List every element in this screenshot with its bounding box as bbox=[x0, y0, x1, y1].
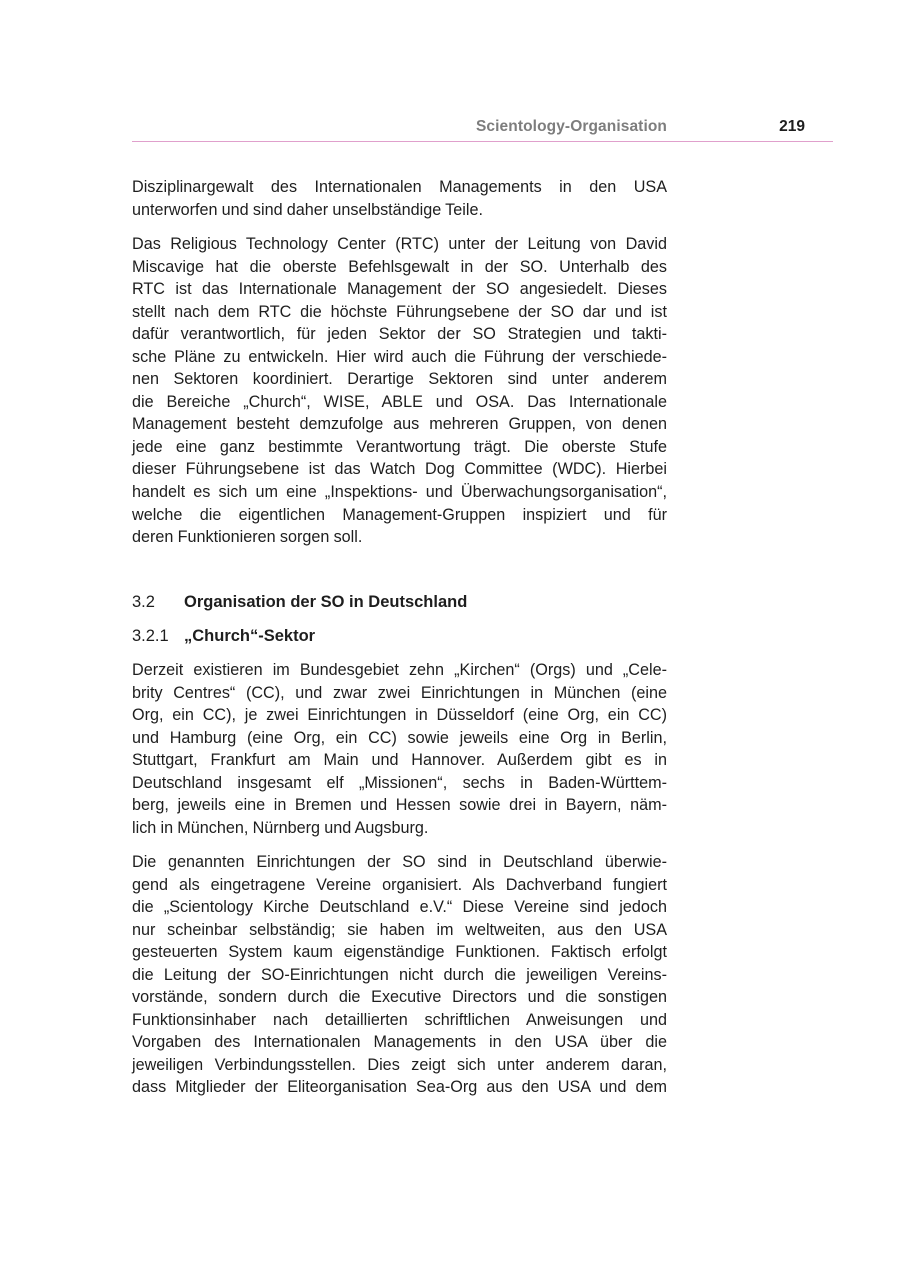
text-line: Disziplinargewalt des Internationalen Managements in den USA bbox=[132, 178, 667, 196]
paragraph-kirchen bbox=[132, 659, 667, 839]
text-line: deren Funktionieren sorgen soll. bbox=[132, 528, 363, 547]
text-line: welche die eigentlichen Management-Gruppen inspiziert und für bbox=[132, 505, 667, 524]
text-line: berg, jeweils eine in Bremen und Hessen sowie drei in Bayern, näm- bbox=[132, 796, 667, 815]
text-line: die Leitung der SO-Einrichtungen nicht durch die jeweiligen Vereins- bbox=[132, 965, 667, 984]
text-line: Org, ein CC), je zwei Einrichtungen in Düsseldorf (eine Org, ein CC) bbox=[132, 706, 667, 725]
subsection-heading bbox=[132, 627, 315, 646]
text-line: dafür verantwortlich, für jeden Sektor der SO Strategien und takti- bbox=[132, 325, 667, 344]
text-line: nen Sektoren koordiniert. Derartige Sektoren sind unter anderem bbox=[132, 370, 667, 389]
text-line: brity Centres“ (CC), und zwar zwei Einrichtungen in München (eine bbox=[132, 683, 667, 702]
paragraph-vereine bbox=[132, 851, 667, 1099]
text-line: sche Pläne zu entwickeln. Hier wird auch die Führung der verschiede- bbox=[132, 347, 667, 366]
section-number: 3.2 bbox=[132, 593, 155, 611]
text-line: unterworfen und sind daher unselbständige Teile. bbox=[132, 200, 483, 219]
text-line: Die genannten Einrichtungen der SO sind in Deutschland überwie- bbox=[132, 853, 667, 871]
text-line: RTC ist das Internationale Management der SO angesiedelt. Dieses bbox=[132, 280, 667, 299]
section-title: Organisation der SO in Deutschland bbox=[184, 593, 468, 611]
page-number: 219 bbox=[779, 118, 805, 135]
paragraph-disziplinargewalt bbox=[132, 176, 667, 221]
text-line: nur scheinbar selbständig; sie haben im weltweiten, aus den USA bbox=[132, 920, 667, 939]
text-line: Das Religious Technology Center (RTC) unter der Leitung von David bbox=[132, 235, 667, 253]
text-line: Derzeit existieren im Bundesgebiet zehn „Kirchen“ (Orgs) und „Cele- bbox=[132, 661, 667, 679]
text-line: und Hamburg (eine Org, ein CC) sowie jeweils eine Org in Berlin, bbox=[132, 728, 667, 747]
text-line: lich in München, Nürnberg und Augsburg. bbox=[132, 818, 429, 837]
text-line: dass Mitglieder der Eliteorganisation Sea-Org aus den USA und dem bbox=[132, 1078, 667, 1097]
text-line: vorstände, sondern durch die Executive Directors und die sonstigen bbox=[132, 988, 667, 1007]
text-line: die „Scientology Kirche Deutschland e.V.“ Diese Vereine sind jedoch bbox=[132, 898, 667, 917]
text-line: jeweiligen Verbindungsstellen. Dies zeigt sich unter anderem daran, bbox=[132, 1055, 667, 1074]
text-line: Funktionsinhaber nach detaillierten schriftlichen Anweisungen und bbox=[132, 1010, 667, 1029]
subsection-title: „Church“-Sektor bbox=[184, 627, 316, 645]
text-line: Miscavige hat die oberste Befehlsgewalt in der SO. Unterhalb des bbox=[132, 257, 667, 276]
text-line: stellt nach dem RTC die höchste Führungsebene der SO dar und ist bbox=[132, 302, 667, 321]
text-line: Stuttgart, Frankfurt am Main und Hannover. Außerdem gibt es in bbox=[132, 751, 667, 770]
paragraph-rtc bbox=[132, 233, 667, 549]
section-heading bbox=[132, 593, 467, 612]
text-line: Management besteht demzufolge aus mehreren Gruppen, von denen bbox=[132, 415, 667, 434]
running-header bbox=[132, 117, 833, 142]
text-line: handelt es sich um eine „Inspektions- und Überwachungsorganisation“, bbox=[132, 483, 667, 502]
text-line: gesteuerten System kaum eigenständige Funktionen. Faktisch erfolgt bbox=[132, 943, 667, 962]
text-line: dieser Führungsebene ist das Watch Dog Committee (WDC). Hierbei bbox=[132, 460, 667, 479]
running-title: Scientology-Organisation bbox=[475, 118, 667, 135]
text-line: jede eine ganz bestimmte Verantwortung trägt. Die oberste Stufe bbox=[132, 437, 667, 456]
text-line: die Bereiche „Church“, WISE, ABLE und OSA. Das Internationale bbox=[132, 392, 667, 411]
subsection-number: 3.2.1 bbox=[132, 627, 169, 645]
text-line: gend als eingetragene Vereine organisiert. Als Dachverband fungiert bbox=[132, 875, 667, 894]
text-line: Deutschland insgesamt elf „Missionen“, sechs in Baden-Württem- bbox=[132, 773, 667, 792]
text-line: Vorgaben des Internationalen Managements in den USA über die bbox=[132, 1033, 667, 1052]
